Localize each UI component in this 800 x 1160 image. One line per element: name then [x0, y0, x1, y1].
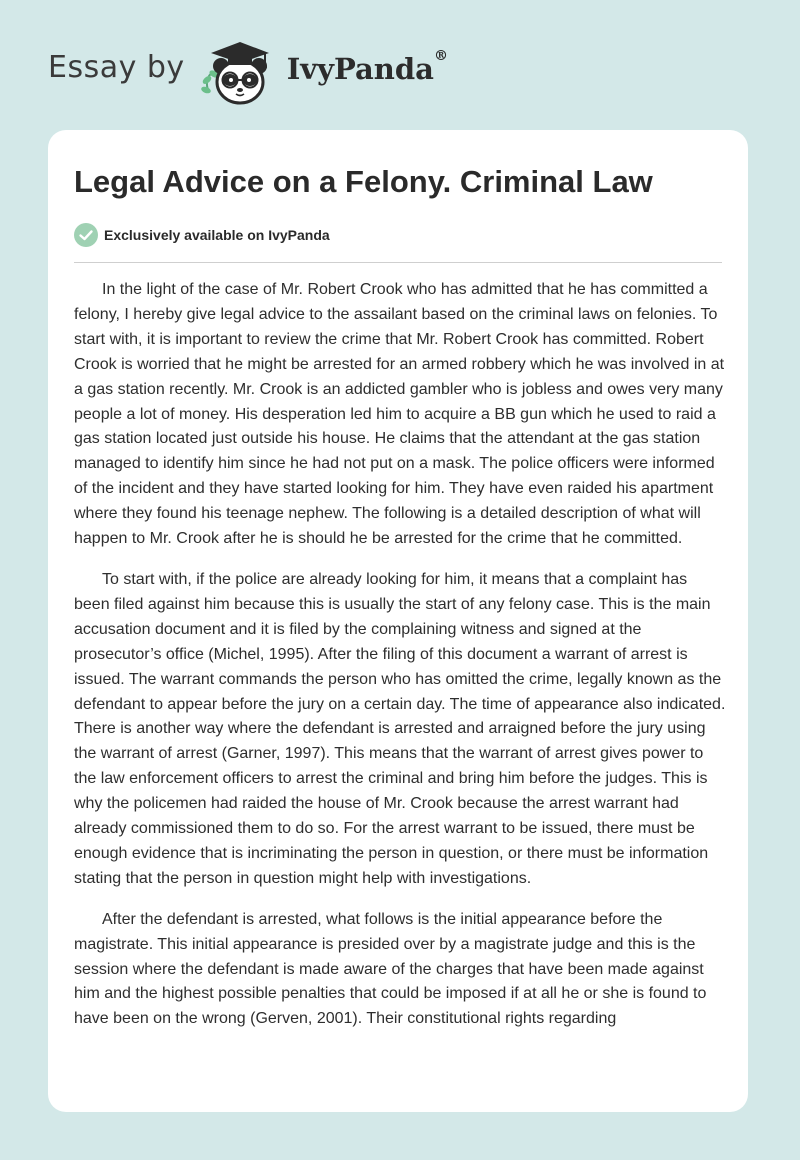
check-circle-icon [74, 223, 98, 247]
site-logo[interactable] [48, 30, 448, 110]
logo-prefix-text: Essay by [48, 49, 185, 85]
paragraph-1: In the light of the case of Mr. Robert Crook who has admitted that he has committed a felony, I hereby give legal advice to the assailant based on the criminal laws on felonies. To start with, it is important to review the crime that Mr. Robert Crook has committed. Robert Crook is worried that he might be arrested for an armed robbery which he was involved in at a gas station recently. Mr. Crook is an addicted gambler who is jobless and owes very many people a lot of money. His desperation led him to acquire a BB gun which he used to raid a gas station located just outside his house. He claims that the attendant at the gas station managed to identify him since he had not put on a mask. The police officers were informed of the incident and they have started looking for him. They have even raided his apartment where they found his teenage nephew. The following is a detailed description of what will happen to Mr. Crook after he is should he be arrested for the crime that he committed. [74, 281, 725, 548]
essay-card [48, 130, 748, 1112]
panda-mascot-icon [197, 30, 279, 110]
exclusive-badge [74, 223, 330, 247]
paragraph-2: To start with, if the police are already looking for him, it means that a complaint has been filed against him because this is usually the start of any felony case. This is the main accusation document and it is filed by the complaining witness and signed at the prosecutor’s office (Michel, 1995). After the filing of this document a warrant of arrest is issued. The warrant commands the person who has omitted the crime, legally known as the defendant to appear before the jury on a certain day. The time of appearance also indicated. There is another way where the defendant is arrested and arraigned before the jury using the warrant of arrest (Garner, 1997). This means that the warrant of arrest gives power to the law enforcement officers to arrest the criminal and bring him before the judges. This is why the policemen had raided the house of Mr. Crook because the arrest warrant had already commissioned them to do so. For the arrest warrant to be issued, there must be enough evidence that is incriminating the person in question, or there must be information stating that the person in question might help with investigations. [74, 570, 726, 887]
registered-mark: ® [433, 48, 448, 64]
exclusive-badge-label: Exclusively available on IvyPanda [104, 227, 330, 243]
divider [74, 262, 722, 263]
paragraph-3: After the defendant is arrested, what follows is the initial appearance before the magistrate. This initial appearance is presided over by a magistrate judge and this is the session where the defendant is made aware of the charges that have been made against him and the highest possible penalties that could be imposed if at all he or she is found to have been on the wrong (Gerven, 2001). Their constitutional rights regarding [74, 910, 707, 1028]
logo-brand-text: IvyPanda [286, 52, 434, 86]
logo-brand [286, 48, 448, 86]
page-title: Legal Advice on a Felony. Criminal Law [74, 164, 653, 199]
essay-body [74, 278, 726, 1048]
